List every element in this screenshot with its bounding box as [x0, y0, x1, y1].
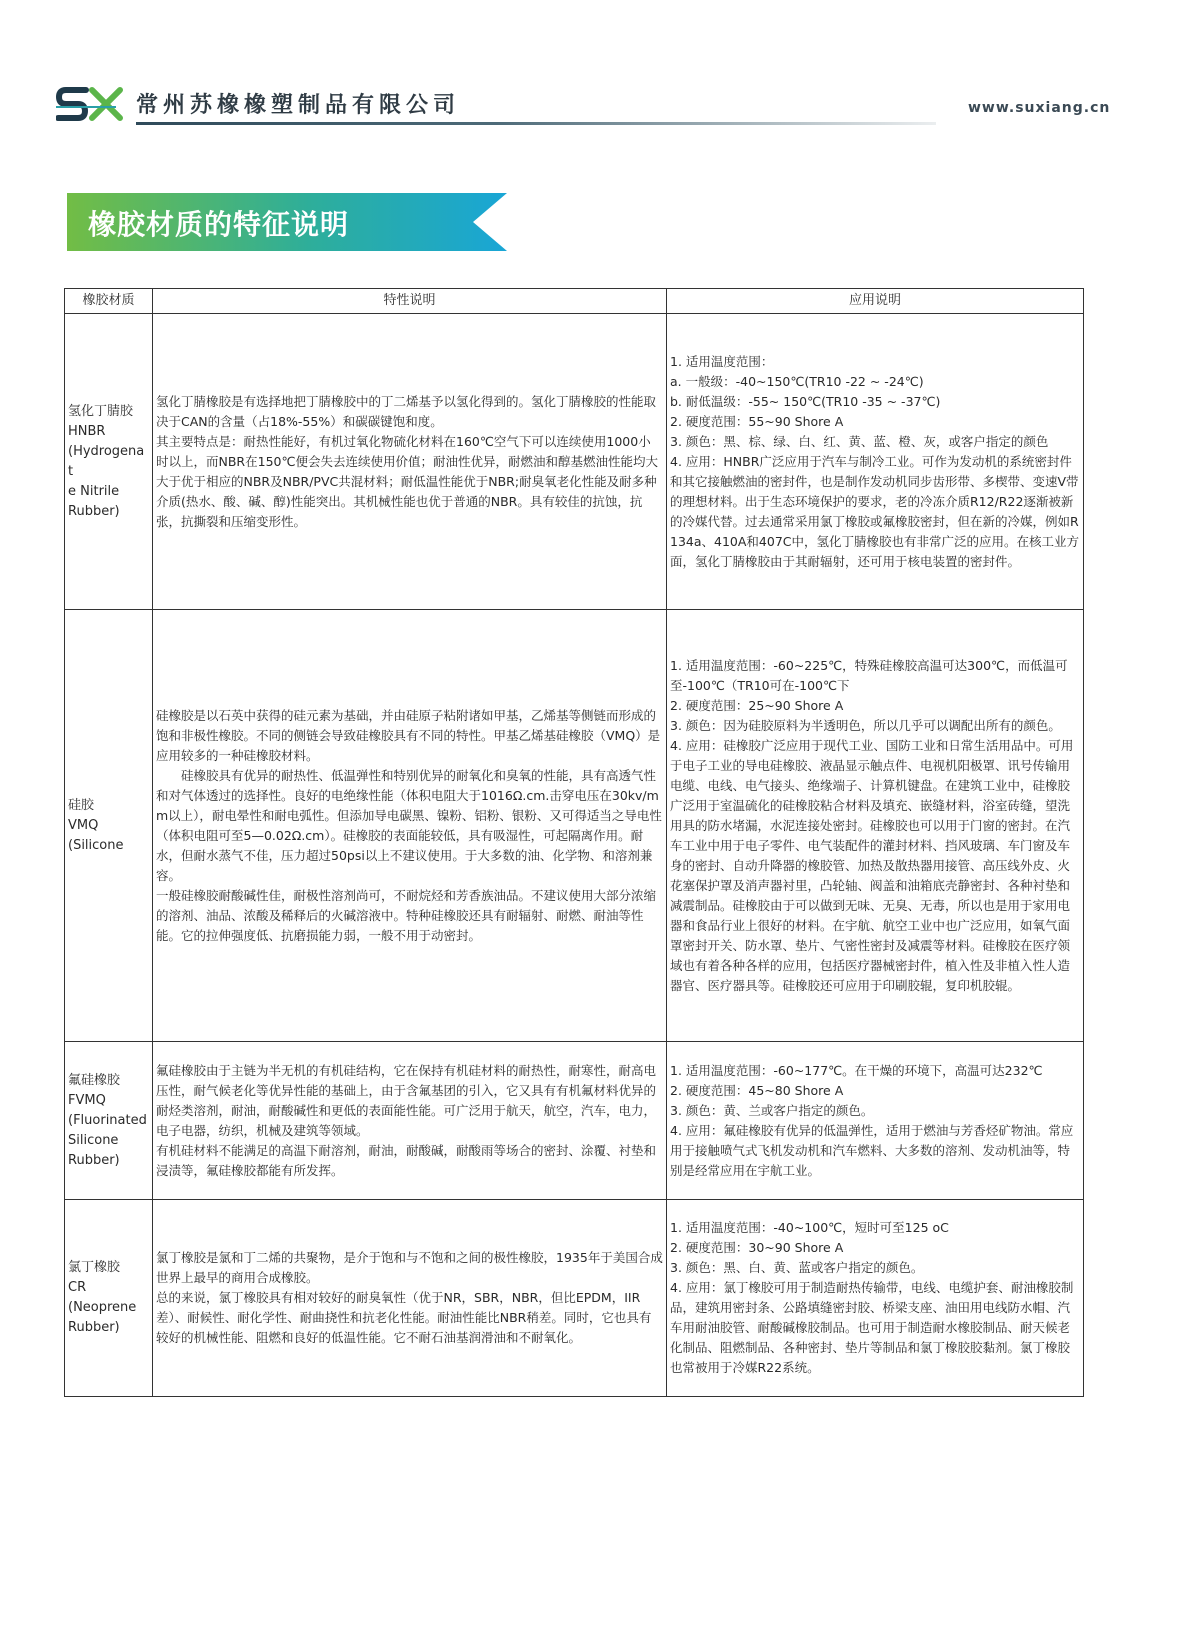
table-row [65, 610, 1084, 1042]
material-cell: 氯丁橡胶 CR (Neoprene Rubber) [65, 1200, 153, 1397]
material-cell: 氢化丁腈胶 HNBR (Hydrogenat e Nitrile Rubber) [65, 314, 153, 610]
application-cell: 1. 适用温度范围：-60~177℃。在干燥的环境下，高温可达232℃ 2. 硬度范围：45~80 Shore A 3. 颜色：黄、兰或客户指定的颜色。 4. 应用：氟硅橡胶有优异的低温弹性，适用于燃油与芳香烃矿物油。常应用于接触喷气式飞机发动机和汽车燃料、大多数的溶剂、发动机油等，特别是经常应用在宇航工业。 [667, 1042, 1084, 1200]
column-header-material: 橡胶材质 [65, 289, 153, 314]
application-cell: 1. 适用温度范围：-60~225℃，特殊硅橡胶高温可达300℃，而低温可至-100℃（TR10可在-100℃下 2. 硬度范围：25~90 Shore A 3. 颜色：因为硅胶原料为半透明色，所以几乎可以调配出所有的颜色。 4. 应用：硅橡胶广泛应用于现代工业、国防工业和日常生活用品中。可用于电子工业的导电硅橡胶、液晶显示触点件、电视机阳极罩、讯号传输用电缆、电线、电气接头、绝缘端子、计算机键盘。在建筑工业中，硅橡胶广泛用于室温硫化的硅橡胶粘合材料及填充、嵌缝材料，浴室砖缝，望洗用具的防水堵漏，水泥连接处密封。硅橡胶也可以用于门窗的密封。在汽车工业中用于电子零件、电气装配件的灌封材料、挡风玻璃、车门窗及车身的密封、自动升降器的橡胶管、加热及散热器用接管、高压线外皮、火花塞保护罩及消声器衬里，凸轮轴、阀盖和油箱底壳静密封、各种衬垫和减震制品。硅橡胶由于可以做到无味、无臭、无毒，所以也是用于家用电器和食品行业上很好的材料。在宇航、航空工业中也广泛应用，如氧气面罩密封开关、防水罩、垫片、气密性密封及减震等材料。硅橡胶在医疗领域也有着各种各样的应用，包括医疗器械密封件，植入性及非植入性人造器官、医疗器具等。硅橡胶还可应用于印刷胶辊，复印机胶辊。 [667, 610, 1084, 1042]
application-cell: 1. 适用温度范围：-40~100℃，短时可至125 oC 2. 硬度范围：30~90 Shore A 3. 颜色：黑、白、黄、蓝或客户指定的颜色。 4. 应用：氯丁橡胶可用于制造耐热传输带，电线、电缆护套、耐油橡胶制品，建筑用密封条、公路填缝密封胶、桥梁支座、油田用电线防水帽、汽车用耐油胶管、耐酸碱橡胶制品。也可用于制造耐水橡胶制品、耐天候老化制品、阻燃制品、各种密封、垫片等制品和氯丁橡胶胶黏剂。氯丁橡胶也常被用于冷媒R22系统。 [667, 1200, 1084, 1397]
section-title: 橡胶材质的特征说明 [88, 208, 350, 241]
company-name: 常州苏橡橡塑制品有限公司 [136, 92, 461, 118]
table-row [65, 314, 1084, 610]
header-divider [136, 122, 936, 125]
table-header-row [65, 289, 1084, 314]
material-cell: 硅胶 VMQ (Silicone [65, 610, 153, 1042]
properties-cell: 氟硅橡胶由于主链为半无机的有机硅结构，它在保持有机硅材料的耐热性，耐寒性，耐高电压性，耐气候老化等优异性能的基础上，由于含氟基团的引入，它又具有有机氟材料优异的耐烃类溶剂，耐油，耐酸碱性和更低的表面能性能。可广泛用于航天，航空，汽车，电力，电子电器，纺织，机械及建筑等领域。 有机硅材料不能满足的高温下耐溶剂，耐油，耐酸碱，耐酸雨等场合的密封、涂覆、衬垫和浸渍等，氟硅橡胶都能有所发挥。 [153, 1042, 667, 1200]
column-header-properties: 特性说明 [153, 289, 667, 314]
column-header-application: 应用说明 [667, 289, 1084, 314]
rubber-properties-table [64, 288, 1084, 1397]
properties-cell: 氢化丁腈橡胶是有选择地把丁腈橡胶中的丁二烯基予以氢化得到的。氢化丁腈橡胶的性能取决于CAN的含量（占18%-55%）和碳碳键饱和度。 其主要特点是：耐热性能好，有机过氧化物硫化材料在160℃空气下可以连续使用1000小时以上，而NBR在150℃便会失去连续使用价值；耐油性优异，耐燃油和醇基燃油性能均大大于优于相应的NBR及NBR/PVC共混材料；耐低温性能优于NBR;耐臭氧老化性能及耐多种介质(热水、酸、碱、醇)性能突出。其机械性能也优于普通的NBR。具有较佳的抗蚀，抗张，抗撕裂和压缩变形性。 [153, 314, 667, 610]
table-row [65, 1042, 1084, 1200]
material-cell: 氟硅橡胶 FVMQ (Fluorinated Silicone Rubber) [65, 1042, 153, 1200]
company-logo-icon [56, 84, 124, 124]
properties-cell: 硅橡胶是以石英中获得的硅元素为基础，并由硅原子粘附诸如甲基，乙烯基等侧链而形成的饱和非极性橡胶。不同的侧链会导致硅橡胶具有不同的特性。甲基乙烯基硅橡胶（VMQ）是应用较多的一种硅橡胶材料。 硅橡胶具有优异的耐热性、低温弹性和特别优异的耐氧化和臭氧的性能，具有高透气性和对气体透过的选择性。良好的电绝缘性能（体积电阻大于1016Ω.cm.击穿电压在30kv/mm以上），耐电晕性和耐电弧性。但添加导电碳黑、镍粉、铝粉、银粉、又可得适当之导电性（体积电阻可至5—0.02Ω.cm）。硅橡胶的表面能较低，具有吸湿性，可起隔离作用。耐水，但耐水蒸气不佳，压力超过50psi以上不建议使用。于大多数的油、化学物、和溶剂兼容。 一般硅橡胶耐酸碱性佳，耐极性溶剂尚可，不耐烷烃和芳香族油品。不建议使用大部分浓缩的溶剂、油品、浓酸及稀释后的火碱溶液中。特种硅橡胶还具有耐辐射、耐燃、耐油等性能。它的拉伸强度低、抗磨损能力弱，一般不用于动密封。 [153, 610, 667, 1042]
website-url[interactable]: www.suxiang.cn [968, 100, 1111, 116]
application-cell: 1. 适用温度范围： a. 一般级：-40~150℃(TR10 -22 ~ -24℃) b. 耐低温级：-55~ 150℃(TR10 -35 ~ -37℃) 2. 硬度范围：55~90 Shore A 3. 颜色：黑、棕、绿、白、红、黄、蓝、橙、灰，或客户指定的颜色 4. 应用：HNBR广泛应用于汽车与制冷工业。可作为发动机的系统密封件和其它接触燃油的密封件，也是制作发动机同步齿形带、多楔带、变速V带的理想材料。出于生态环境保护的要求，老的冷冻介质R12/R22逐渐被新的冷媒代替。过去通常采用氯丁橡胶或氟橡胶密封，但在新的冷媒，例如R134a、410A和407C中，氢化丁腈橡胶也有非常广泛的应用。在核工业方面，氢化丁腈橡胶由于其耐辐射，还可用于核电装置的密封件。 [667, 314, 1084, 610]
table-row [65, 1200, 1084, 1397]
properties-cell: 氯丁橡胶是氯和丁二烯的共聚物，是介于饱和与不饱和之间的极性橡胶，1935年于美国合成世界上最早的商用合成橡胶。 总的来说，氯丁橡胶具有相对较好的耐臭氧性（优于NR，SBR，NBR，但比EPDM，IIR差）、耐候性、耐化学性、耐曲挠性和抗老化性能。耐油性能比NBR稍差。同时，它也具有较好的机械性能、阻燃和良好的低温性能。它不耐石油基润滑油和不耐氧化。 [153, 1200, 667, 1397]
